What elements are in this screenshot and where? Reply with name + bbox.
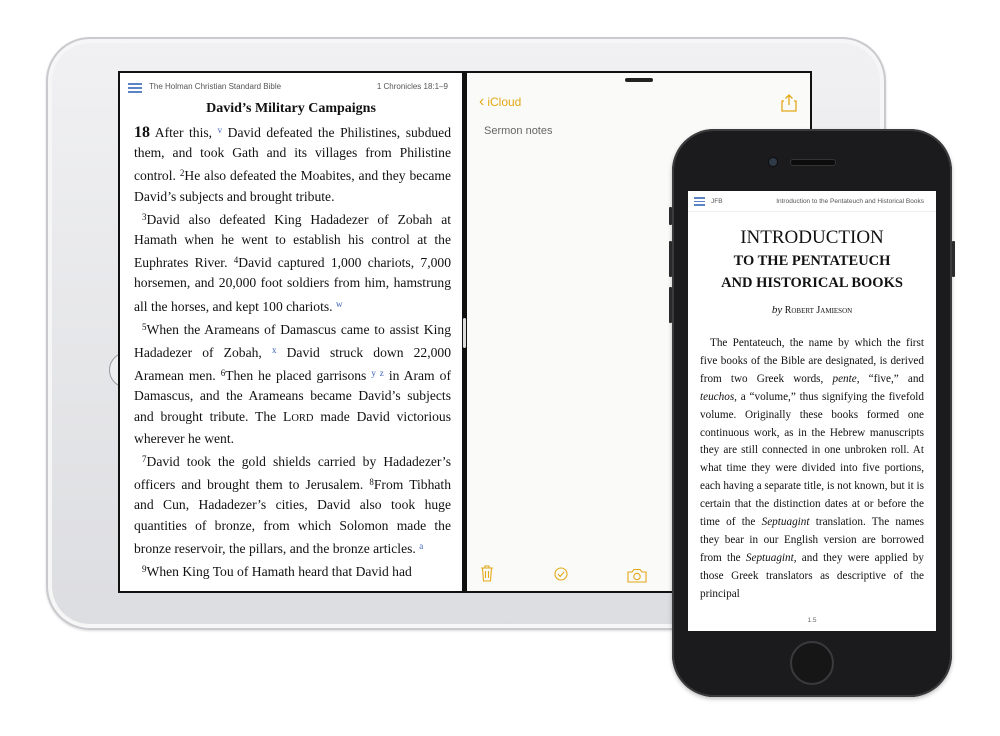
body-italic: Septuagint [761, 516, 810, 529]
body-italic: Septuagint, [745, 551, 797, 564]
verse-text: Then he placed garrisons [225, 368, 367, 384]
section-heading: David’s Military Campaigns [206, 101, 376, 116]
chapter-number: 18 [134, 124, 150, 141]
bible-pane [120, 73, 462, 591]
chevron-left-icon: ‹ [479, 93, 485, 110]
power-button [952, 241, 955, 277]
mute-switch [669, 207, 672, 225]
front-camera [768, 157, 778, 167]
note-title[interactable]: Sermon notes [484, 125, 553, 137]
paragraph [134, 207, 451, 317]
iphone-home-button[interactable] [790, 641, 834, 685]
menu-icon[interactable] [694, 197, 705, 206]
verse-text: in Aram of Damascus, and the Arameans became David’s subjects and brought tribute. The L [134, 368, 451, 424]
verse-text: From Tibhath and Cun, Hadadezer’s cities, David also took huge quantities of bronze, from which Solomon made the bronze reservoir, the pillars, and the bronze articles. [134, 477, 452, 556]
body-text: The Pentateuch, the name by which the first five books of the Bible are designated, is derived from two Greek words, [700, 337, 924, 385]
by-word: by [771, 304, 783, 316]
intro-title: INTRODUCTION [740, 227, 884, 248]
trash-icon[interactable] [480, 565, 494, 582]
jfb-toolbar [688, 191, 936, 212]
menu-icon[interactable] [128, 83, 142, 93]
small-caps-text: ORD [291, 412, 314, 424]
intro-subtitle: TO THE PENTATEUCH [733, 253, 891, 269]
verse-number: 9 [142, 564, 147, 575]
paragraph [134, 317, 451, 449]
iphone-screen [688, 191, 936, 631]
verse-number: 5 [142, 321, 147, 332]
earpiece-speaker [790, 159, 836, 166]
back-label: iCloud [487, 95, 522, 109]
verse-number: 3 [142, 211, 147, 222]
verse-text: David also defeated King Hadadezer of Zobah at Hamath when he went to establish his control at the Euphrates River. [134, 211, 451, 271]
commentary-name[interactable]: JFB [711, 198, 723, 205]
translation-name[interactable]: The Holman Christian Standard Bible [149, 82, 282, 91]
checklist-icon[interactable] [554, 567, 568, 581]
bible-toolbar [120, 73, 462, 99]
verse-number: 7 [142, 454, 147, 465]
intro-body [700, 335, 924, 604]
intro-subtitle: AND HISTORICAL BOOKS [721, 275, 903, 291]
camera-icon[interactable] [627, 568, 647, 583]
verse-number: 8 [369, 477, 374, 488]
body-italic: pente, [832, 372, 860, 385]
footnote-link[interactable]: v [217, 125, 223, 135]
verse-text: David captured 1,000 chariots, 7,000 horsemen, and 20,000 foot soldiers from him, hamstrung all the horses, and kept 100 chariots. [134, 255, 451, 314]
body-text: a “volume,” thus signifying the fivefold volume. Originally these books formed one continuous work, as in the Hebrew manuscripts they are still connected in one unbroken roll. At what time they were divided into five portions, each having a separate title, is not known, but it is certain that the distinction dates at or before the time of the [700, 390, 925, 529]
section-reference[interactable]: Introduction to the Pentateuch and Historical Books [776, 198, 924, 205]
body-text: translation. The names they bear in our English version are borrowed from the [700, 516, 925, 564]
passage-reference[interactable]: 1 Chronicles 18:1–9 [376, 82, 448, 91]
page-number: 1.5 [688, 617, 936, 631]
verse-text: David struck down 22,000 Aramean men. [134, 345, 452, 384]
share-icon[interactable] [781, 94, 797, 112]
verse-text: David defeated the Philistines, subdued them, and took Gath and its villages from Philistine control. [134, 125, 452, 184]
body-text: and they were applied by those Greek translators as descriptive of the principal [700, 551, 924, 600]
paragraph [134, 449, 451, 559]
footnote-link[interactable]: y z [371, 368, 384, 379]
split-view-handle[interactable] [463, 318, 466, 348]
footnote-link[interactable]: w [335, 298, 343, 309]
verse-text: David took the gold shields carried by Hadadezer’s officers and brought them to Jerusalem. [134, 454, 451, 493]
verse-text: When the Arameans of Damascus came to assist King Hadadezer of Zobah, [134, 321, 451, 361]
verse-number: 4 [233, 255, 239, 266]
verse-text: He also defeated the Moabites, and they became David’s subjects and brought tribute. [134, 168, 452, 204]
verse-text: made David victorious wherever he went. [134, 408, 451, 446]
body-italic: teuchos, [700, 390, 737, 403]
iphone-device [672, 129, 952, 697]
bible-text [134, 120, 451, 582]
verse-text: After this, [154, 125, 213, 140]
intro-author [688, 304, 936, 316]
slide-over-grabber[interactable] [625, 78, 653, 82]
paragraph [134, 120, 451, 207]
footnote-link[interactable]: a [419, 540, 424, 551]
body-text: “five,” and [868, 372, 925, 385]
verse-number: 2 [179, 168, 185, 179]
author-name: Robert Jamieson [784, 305, 853, 316]
paragraph [134, 559, 451, 582]
verse-text: When King Tou of Hamath heard that David had [146, 564, 412, 580]
volume-up-button [669, 241, 672, 277]
verse-number: 6 [220, 368, 226, 379]
volume-down-button [669, 287, 672, 323]
back-button[interactable] [479, 95, 521, 109]
footnote-link[interactable]: x [271, 345, 277, 356]
